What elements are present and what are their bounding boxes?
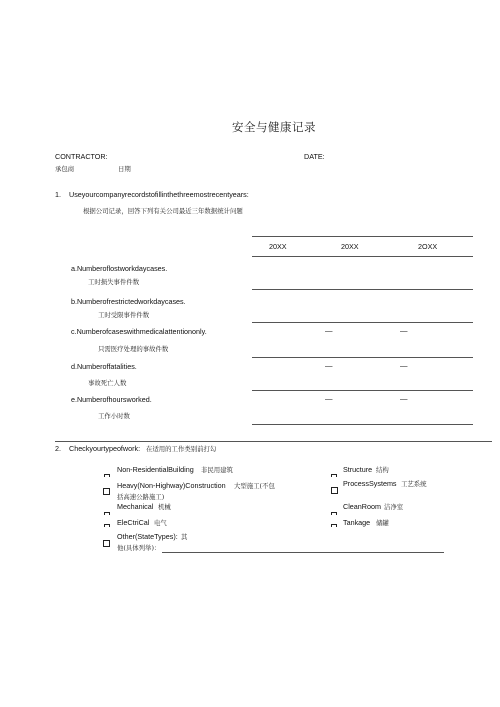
option-electrical-en: EleCtriCal — [117, 518, 150, 527]
option-heavy-construction-zh2: 括高速公路施工) — [117, 493, 165, 501]
row-b-rule — [252, 322, 473, 323]
option-mechanical-zh: 机械 — [158, 503, 171, 511]
checkbox-structure[interactable] — [331, 474, 337, 477]
option-mechanical-en: Mechanical — [117, 502, 154, 511]
checkbox-non-residential[interactable] — [104, 474, 110, 477]
option-tankage-en: Tankage — [343, 518, 371, 527]
row-e-value-2: — — [325, 394, 333, 403]
section2-number: 2. — [55, 444, 61, 453]
row-a-label: a.Numberoflostworkdaycases. — [71, 264, 168, 273]
option-process-systems-zh: 工艺系统 — [401, 480, 427, 488]
section1-number: 1. — [55, 190, 61, 199]
option-tankage-zh: 储罐 — [376, 519, 389, 527]
row-c-label: c.Numberofcaseswithmedicalattentiononly. — [71, 327, 207, 336]
checkbox-tankage[interactable] — [331, 524, 337, 527]
option-clean-room-zh: 洁净室 — [384, 503, 404, 511]
row-d-label: d.Numberoffatalities. — [71, 362, 137, 371]
date-label: DATE: — [304, 152, 325, 161]
option-non-residential-en: Non-ResidentialBuilding — [117, 465, 194, 474]
option-process-systems-en: ProcessSystems — [343, 479, 397, 488]
section-divider — [55, 441, 492, 442]
option-other-zh2: 他(具体列举)： — [117, 544, 161, 552]
row-e-label: e.Numberofhoursworked. — [71, 395, 152, 404]
row-c-value-3: — — [400, 326, 408, 335]
section1-text: Useyourcompanyrecordstofillinthethreemostrecentyears: — [69, 190, 249, 199]
row-a-rule — [252, 289, 473, 290]
page-title: 安全与健康记录 — [232, 120, 316, 134]
row-c-rule — [252, 357, 473, 358]
option-clean-room-en: CleanRoom — [343, 502, 381, 511]
row-b-label: b.Numberofrestrictedworkdaycases. — [71, 297, 186, 306]
row-b-label-zh: 工时受限事件件数 — [98, 311, 150, 319]
year-header-2: 20XX — [341, 242, 359, 251]
option-structure-zh: 结构 — [376, 466, 389, 474]
row-e-label-zh: 工作小时数 — [98, 412, 130, 420]
table-header-rule — [252, 256, 473, 257]
year-header-3: 2OXX — [418, 242, 438, 251]
contractor-label-zh: 承包商 — [55, 165, 75, 173]
row-a-label-zh: 工时损失事件件数 — [88, 278, 140, 286]
option-other-en: Other(StateTypes): — [117, 532, 178, 541]
checkbox-heavy-construction[interactable] — [103, 488, 110, 495]
other-specify-line[interactable] — [162, 552, 444, 553]
row-e-value-3: — — [400, 394, 408, 403]
section2-text: Checkyourtypeofwork: — [69, 444, 141, 453]
year-header-1: 20XX — [269, 242, 287, 251]
row-e-rule — [252, 424, 473, 425]
option-non-residential-zh: 非民用建筑 — [201, 466, 233, 474]
checkbox-process-systems[interactable] — [331, 487, 338, 494]
option-heavy-construction-zh: 大型施工(不包 — [234, 482, 275, 490]
checkbox-mechanical[interactable] — [104, 512, 110, 515]
row-c-label-zh: 只需医疗处理的事故件数 — [98, 345, 169, 353]
date-label-zh: 日期 — [118, 165, 131, 173]
checkbox-electrical[interactable] — [104, 524, 110, 527]
option-other-zh: 其 — [181, 533, 188, 541]
row-d-value-2: — — [325, 361, 333, 370]
row-d-rule — [252, 390, 473, 391]
checkbox-other[interactable] — [103, 540, 110, 547]
row-c-value-2: — — [325, 326, 333, 335]
contractor-label: CONTRACTOR: — [55, 152, 108, 161]
option-structure-en: Structure — [343, 465, 373, 474]
row-d-label-zh: 事故死亡人数 — [88, 379, 127, 387]
section2-text-zh: 在适用的工作类别前打勾 — [146, 445, 217, 453]
checkbox-clean-room[interactable] — [331, 512, 337, 515]
option-heavy-construction-en: Heavy(Non-Highway)Construction — [117, 481, 226, 490]
section1-text-zh: 根据公司记录，回答下列有关公司最近三年数据统计问题 — [83, 207, 243, 215]
row-d-value-3: — — [400, 361, 408, 370]
option-electrical-zh: 电气 — [154, 519, 167, 527]
table-top-rule — [252, 236, 473, 237]
